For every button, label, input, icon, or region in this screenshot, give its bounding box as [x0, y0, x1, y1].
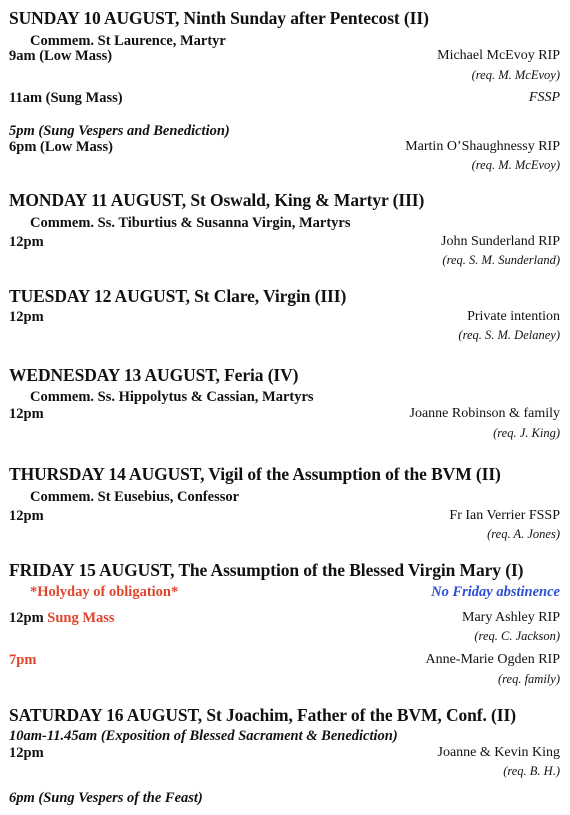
mass-intention: Private intention: [467, 309, 560, 324]
mass-requester: (req. A. Jones): [487, 527, 560, 541]
mass-requester: (req. S. M. Delaney): [458, 328, 560, 342]
day-heading-tuesday: TUESDAY 12 AUGUST, St Clare, Virgin (III): [9, 286, 347, 306]
commemoration-monday: Commem. Ss. Tiburtius & Susanna Virgin, Martyrs: [30, 215, 351, 231]
holyday-note: *Holyday of obligation*: [30, 584, 179, 600]
mass-requester: (req. B. H.): [503, 764, 560, 778]
mass-intention: Joanne Robinson & family: [409, 406, 560, 421]
mass-requester: (req. J. King): [493, 426, 560, 440]
mass-time: 12pm: [9, 745, 44, 761]
day-heading-friday: FRIDAY 15 AUGUST, The Assumption of the Blessed Virgin Mary (I): [9, 560, 524, 580]
mass-requester: (req. family): [497, 672, 560, 686]
day-heading-sunday: SUNDAY 10 AUGUST, Ninth Sunday after Pentecost (II): [9, 8, 429, 28]
mass-time: 9am (Low Mass): [9, 48, 113, 64]
vespers-time: 5pm (Sung Vespers and Benediction): [9, 123, 230, 139]
mass-time: 12pm: [9, 508, 44, 524]
mass-requester: (req. M. McEvoy): [471, 158, 560, 172]
commemoration-sunday: Commem. St Laurence, Martyr: [30, 33, 226, 49]
mass-intention: Anne-Marie Ogden RIP: [425, 652, 560, 667]
vespers-time: 6pm (Sung Vespers of the Feast): [9, 790, 203, 806]
exposition-note: 10am-11.45am (Exposition of Blessed Sacrament & Benediction): [9, 728, 398, 744]
mass-intention: Michael McEvoy RIP: [437, 48, 560, 63]
commemoration-thursday: Commem. St Eusebius, Confessor: [30, 489, 240, 505]
day-heading-monday: MONDAY 11 AUGUST, St Oswald, King & Martyr (III): [9, 190, 425, 210]
day-heading-wednesday: WEDNESDAY 13 AUGUST, Feria (IV): [9, 365, 299, 385]
mass-time: 6pm (Low Mass): [9, 139, 113, 155]
mass-time: 12pm: [9, 234, 44, 250]
mass-requester: (req. S. M. Sunderland): [442, 253, 560, 267]
mass-intention: FSSP: [528, 90, 560, 105]
mass-time: 7pm: [9, 652, 37, 668]
mass-requester: (req. M. McEvoy): [471, 68, 560, 82]
mass-requester: (req. C. Jackson): [474, 629, 560, 643]
mass-time: 12pm: [9, 309, 44, 325]
day-heading-thursday: THURSDAY 14 AUGUST, Vigil of the Assumption of the BVM (II): [9, 464, 501, 484]
mass-intention: Joanne & Kevin King: [437, 745, 560, 760]
mass-time-value: 12pm: [9, 610, 44, 626]
mass-intention: Martin O’Shaughnessy RIP: [405, 139, 560, 154]
mass-intention: Mary Ashley RIP: [462, 610, 560, 625]
mass-time: 11am (Sung Mass): [9, 90, 123, 106]
mass-intention: Fr Ian Verrier FSSP: [449, 508, 560, 523]
sung-mass-label: Sung Mass: [47, 610, 115, 626]
mass-time: [9, 610, 115, 627]
mass-intention: John Sunderland RIP: [441, 234, 560, 249]
mass-time: 12pm: [9, 406, 44, 422]
abstinence-note: No Friday abstinence: [431, 584, 560, 600]
commemoration-wednesday: Commem. Ss. Hippolytus & Cassian, Martyrs: [30, 389, 314, 405]
day-heading-saturday: SATURDAY 16 AUGUST, St Joachim, Father of the BVM, Conf. (II): [9, 705, 516, 725]
